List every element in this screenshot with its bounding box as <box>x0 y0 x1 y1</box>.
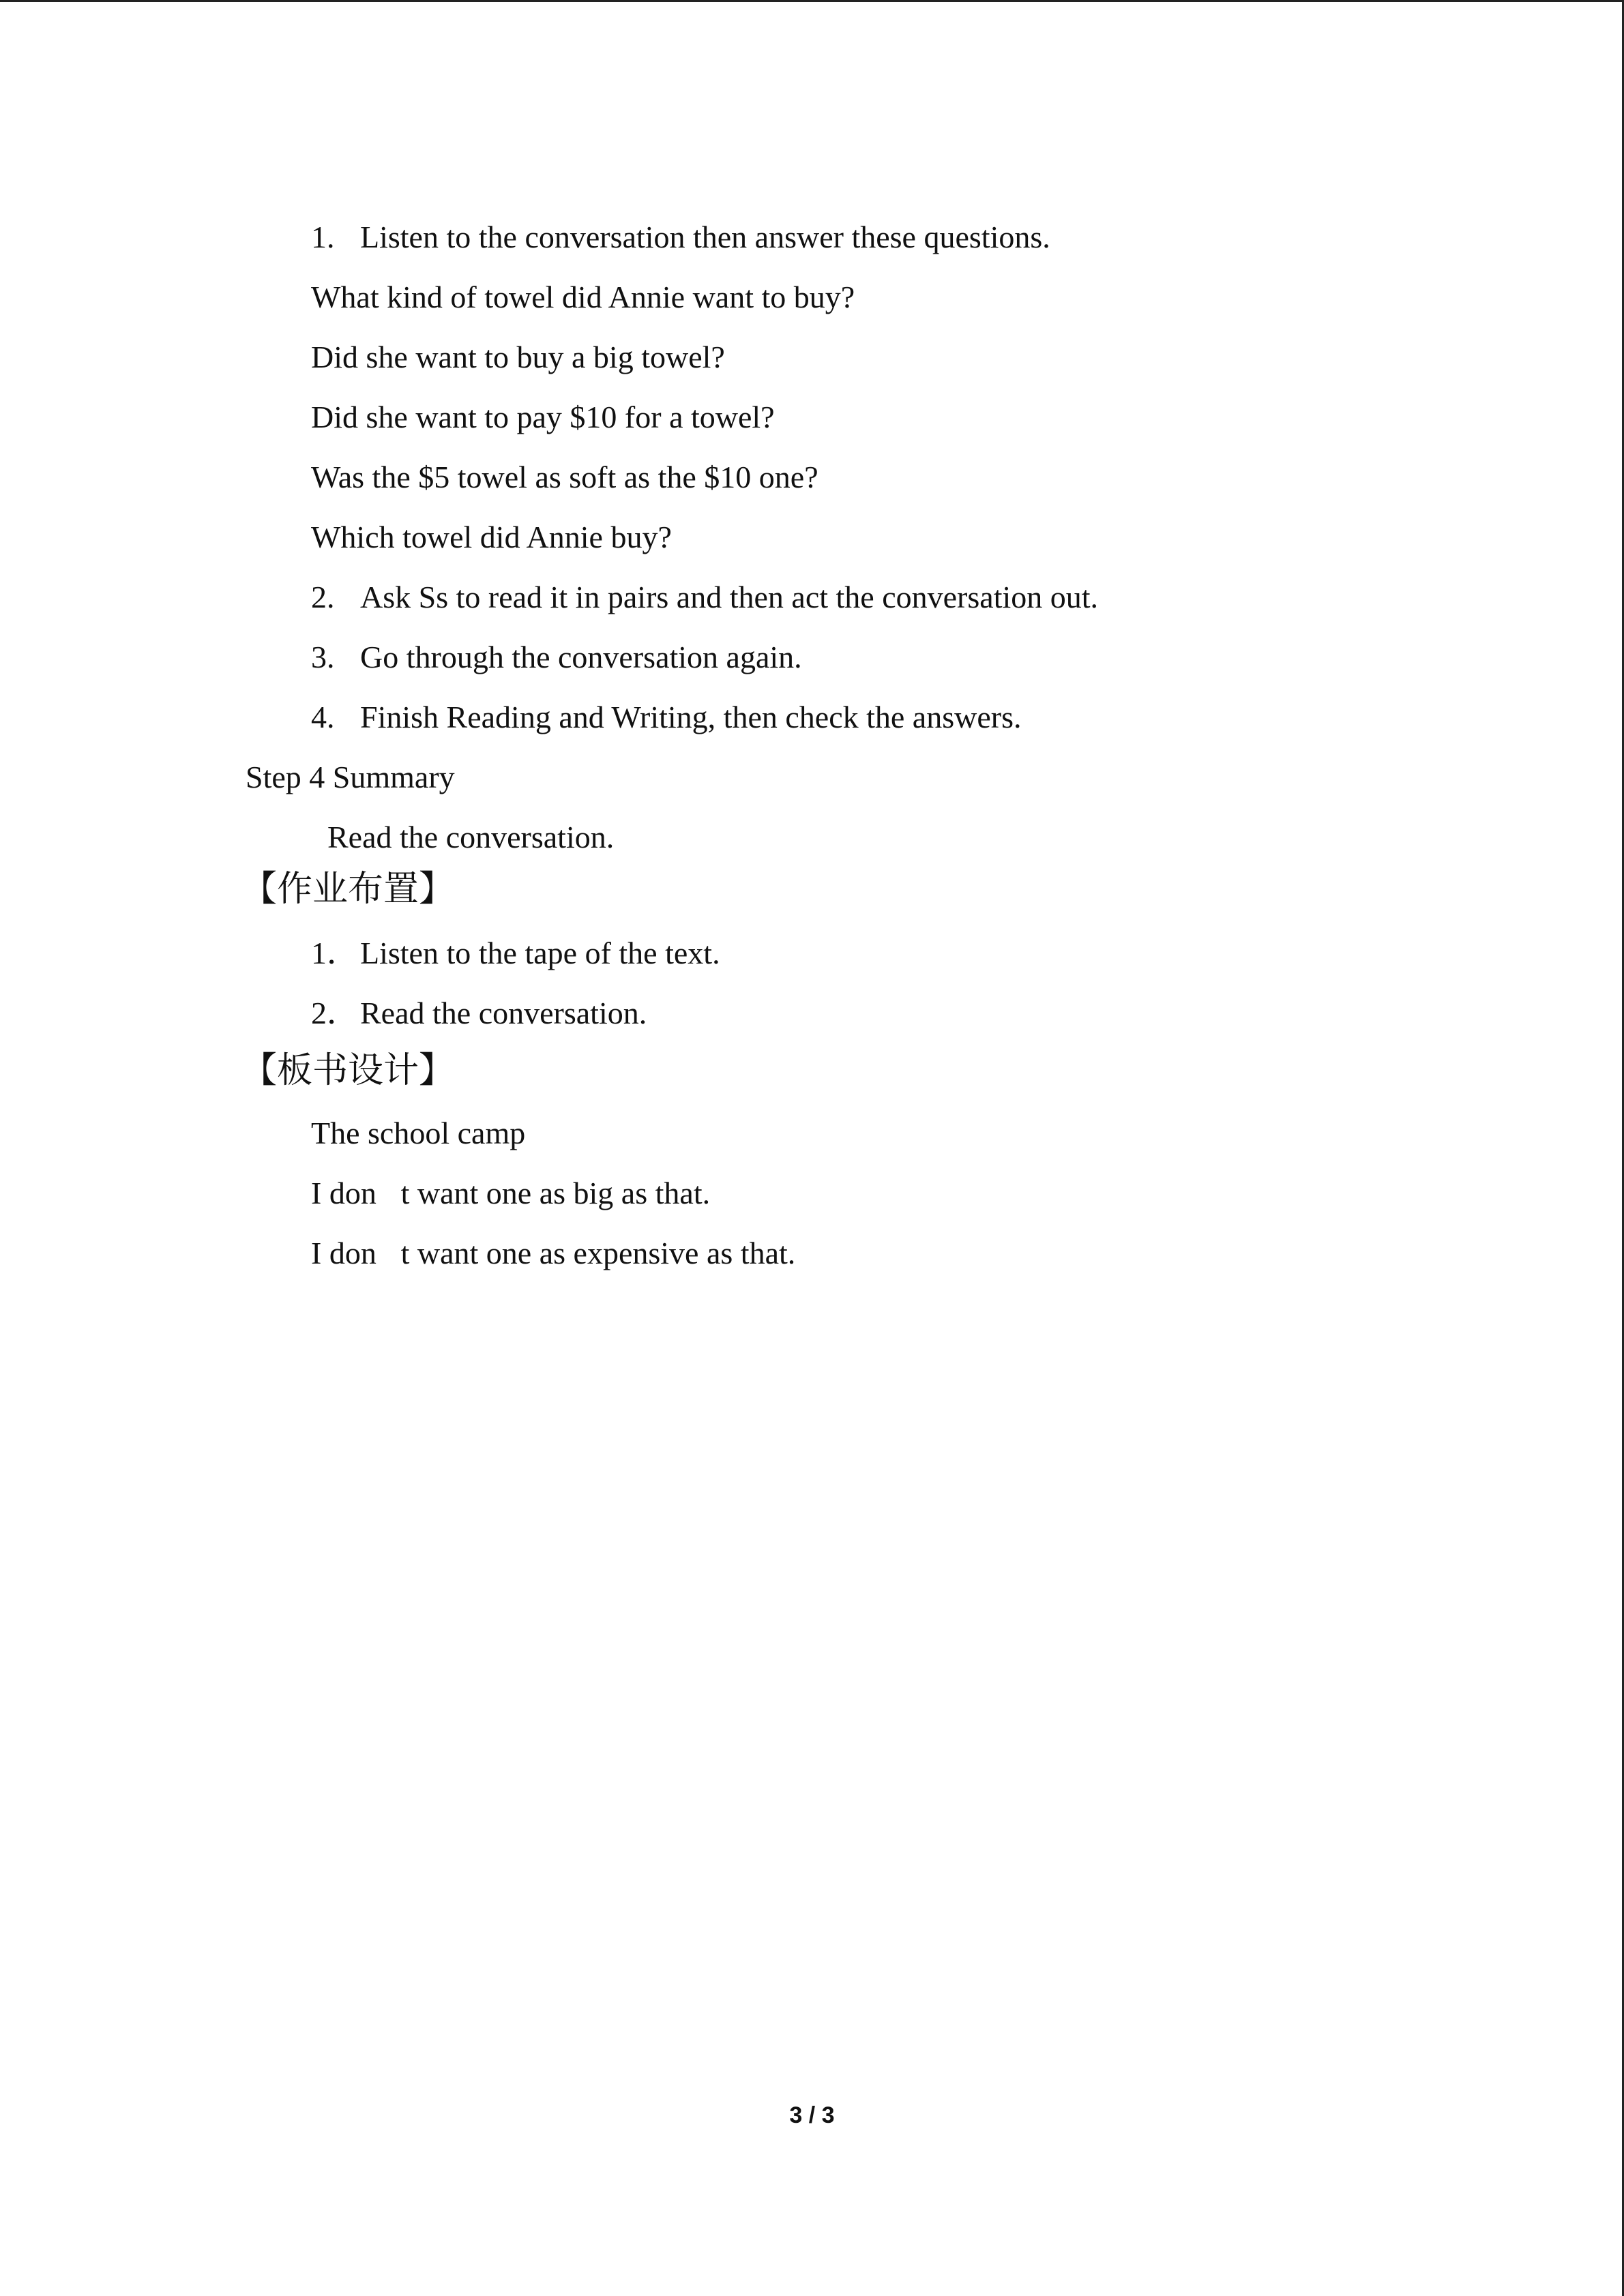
list-item-4 <box>311 698 1021 736</box>
list-text: Read the conversation. <box>360 996 647 1030</box>
list-text: Go through the conversation again. <box>360 640 802 674</box>
list-item-2 <box>311 578 1098 616</box>
list-text: Listen to the conversation then answer these questions. <box>360 220 1050 254</box>
list-number: 1. <box>311 220 335 254</box>
board-line: The school camp <box>311 1116 526 1150</box>
question-line: Did she want to buy a big towel? <box>311 340 725 374</box>
list-number: 1． <box>311 936 358 970</box>
list-number: 3. <box>311 640 335 674</box>
question-line: Was the $5 towel as soft as the $10 one? <box>311 460 818 494</box>
homework-item-1 <box>311 934 720 972</box>
list-text: Ask Ss to read it in pairs and then act the conversation out. <box>360 580 1099 614</box>
board-line: I don t want one as expensive as that. <box>311 1236 796 1270</box>
board-design-heading: 【板书设计】 <box>241 1050 455 1091</box>
homework-heading: 【作业布置】 <box>241 869 455 910</box>
step4-text: Read the conversation. <box>327 820 615 854</box>
list-item-1 <box>311 218 1050 256</box>
list-number: 2． <box>311 996 358 1030</box>
board-line: I don t want one as big as that. <box>311 1176 711 1210</box>
list-number: 4. <box>311 700 335 734</box>
list-number: 2. <box>311 580 335 614</box>
page-number: 3 / 3 <box>789 2102 835 2128</box>
homework-item-2 <box>311 994 647 1032</box>
list-text: Finish Reading and Writing, then check the answers. <box>360 700 1022 734</box>
list-item-3 <box>311 638 802 676</box>
question-line: Which towel did Annie buy? <box>311 520 672 554</box>
step4-title: Step 4 Summary <box>246 760 455 794</box>
question-line: What kind of towel did Annie want to buy? <box>311 280 855 314</box>
question-line: Did she want to pay $10 for a towel? <box>311 400 775 434</box>
list-text: Listen to the tape of the text. <box>360 936 720 970</box>
